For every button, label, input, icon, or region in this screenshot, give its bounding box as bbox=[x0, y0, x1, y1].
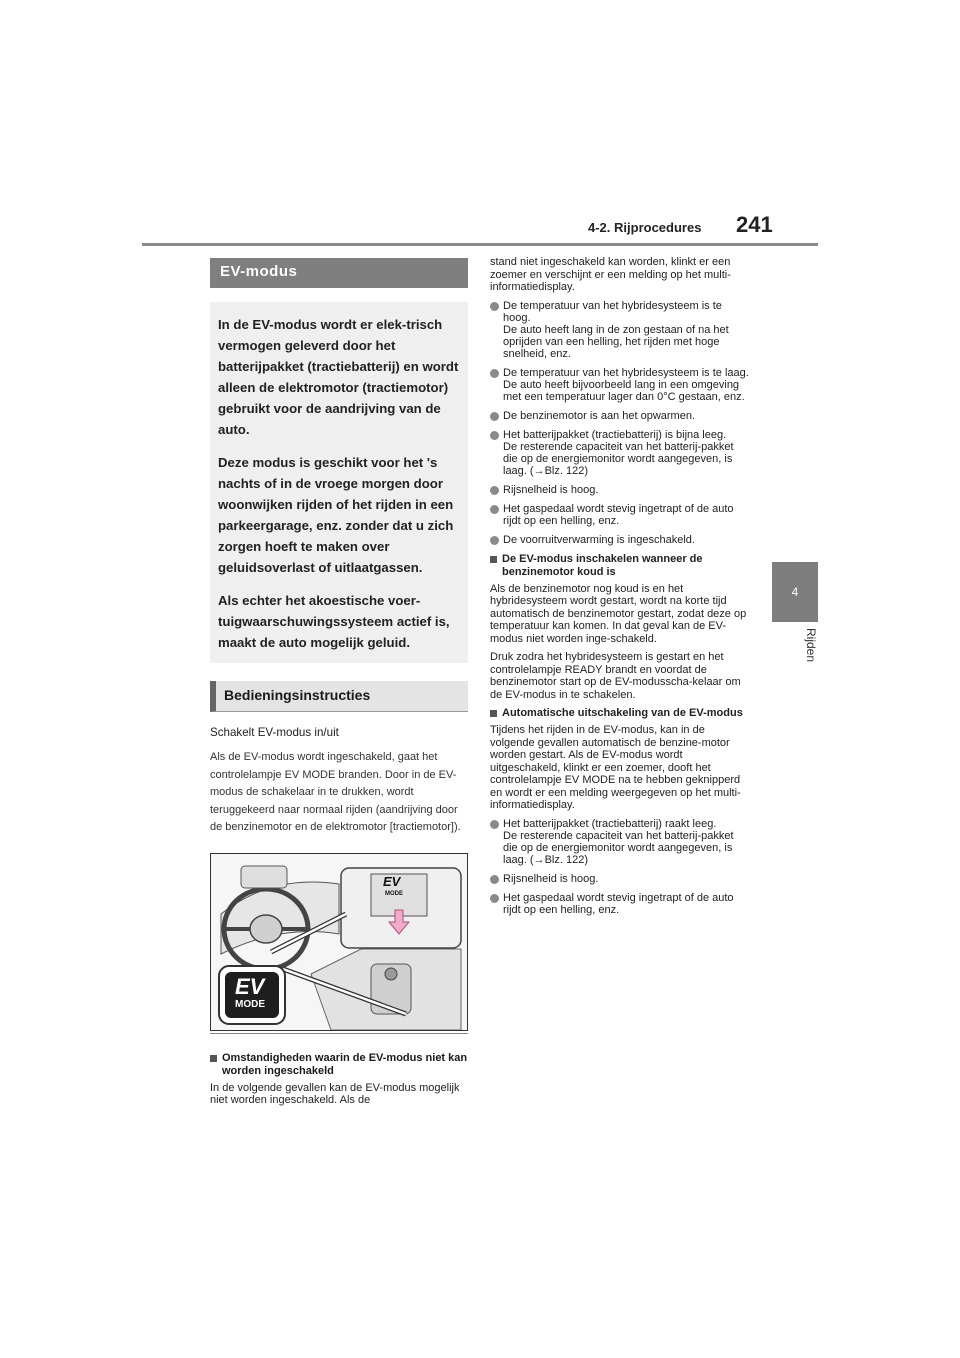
circle-bullet-icon bbox=[490, 302, 499, 311]
square-bullet-icon bbox=[490, 556, 497, 563]
list-item bbox=[490, 818, 750, 866]
right-column bbox=[490, 256, 750, 923]
circle-bullet-icon bbox=[490, 369, 499, 378]
cannot-activate-heading bbox=[210, 1052, 468, 1078]
cannot-activate-text: In de volgende gevallen kan de EV-modus mogelijk niet worden ingeschakeld. Als de bbox=[210, 1081, 460, 1106]
list-item-text: Het batterijpakket (tractiebatterij) raakt leeg. De resterende capaciteit van het batterij-pakket die op de energiemonitor wordt aangegeven, is laag. (→Blz. 122) bbox=[503, 817, 734, 866]
heading-text: De EV-modus inschakelen wanneer de benzinemotor koud is bbox=[502, 552, 703, 578]
subsection-title: Bedieningsinstructies bbox=[210, 681, 468, 712]
circle-bullet-icon bbox=[490, 486, 499, 495]
list-item-text: Rijsnelheid is hoog. bbox=[503, 872, 599, 885]
page-number: 241 bbox=[736, 212, 773, 237]
list-item bbox=[490, 484, 750, 496]
circle-bullet-icon bbox=[490, 875, 499, 884]
list-item bbox=[490, 300, 750, 360]
circle-bullet-icon bbox=[490, 431, 499, 440]
intro-box bbox=[210, 302, 468, 663]
circle-bullet-icon bbox=[490, 894, 499, 903]
list-item bbox=[490, 367, 750, 403]
section-label: 4-2. Rijprocedures bbox=[588, 220, 702, 235]
list-item-text: De benzinemotor is aan het opwarmen. bbox=[503, 409, 695, 422]
list-item-text: Het batterijpakket (tractiebatterij) is bijna leeg. De resterende capaciteit van het batterij-pakket die op de energiemonitor wordt aangegeven, is laag. (→Blz. 122) bbox=[503, 428, 734, 477]
continued-text: stand niet ingeschakeld kan worden, klinkt er een zoemer en verschijnt er een melding op het multi-informatiedisplay. bbox=[490, 256, 731, 293]
cold-engine-heading bbox=[490, 553, 750, 579]
chapter-tab: 4 bbox=[772, 562, 818, 622]
heading-text: Omstandigheden waarin de EV-modus niet kan worden ingeschakeld bbox=[222, 1051, 468, 1077]
list-item bbox=[490, 892, 750, 916]
list-item bbox=[490, 534, 750, 546]
intro-paragraph: Als echter het akoestische voer-tuigwaarschuwingssysteem actief is, maakt de auto mogelijk geluid. bbox=[218, 593, 450, 650]
intro-paragraph: Deze modus is geschikt voor het 's nachts of in de vroege morgen door woonwijken rijden of het rijden in een parkeergarage, enz. zonder dat u zich zorgen hoeft te maken over geluidsoverlast of uitlaatgassen. bbox=[218, 455, 454, 575]
circle-bullet-icon bbox=[490, 505, 499, 514]
circle-bullet-icon bbox=[490, 412, 499, 421]
circle-bullet-icon bbox=[490, 820, 499, 829]
figure-rule bbox=[210, 1033, 468, 1034]
list-item bbox=[490, 873, 750, 885]
list-item bbox=[490, 503, 750, 527]
ev-label-small: EV bbox=[383, 873, 401, 889]
left-column bbox=[210, 258, 468, 1107]
cold-engine-text: Als de benzinemotor nog koud is en het hybridesysteem wordt gestart, wordt na korte tijd automatisch de benzinemotor gestart, zodat deze op temperatuur kan komen. In dat geval kan de EV-modus niet worden inge-schakeld. bbox=[490, 582, 747, 645]
step-title: Schakelt EV-modus in/uit bbox=[210, 726, 339, 739]
circle-bullet-icon bbox=[490, 536, 499, 545]
square-bullet-icon bbox=[490, 710, 497, 717]
chapter-label: Rijden bbox=[804, 628, 818, 663]
auto-switch-off-text: Tijdens het rijden in de EV-modus, kan in de volgende gevallen automatisch de benzine-motor worden gestart. Als de EV-modus wordt uitgeschakeld, klinkt er een zoemer, dooft het controlelampje EV MODE na te hebben geknipperd en wordt er een melding weergegeven op het multi-informatiedisplay. bbox=[490, 724, 741, 811]
list-item-text: Het gaspedaal wordt stevig ingetrapt of de auto rijdt op een helling, enz. bbox=[503, 502, 734, 527]
mode-label-small: MODE bbox=[385, 890, 403, 897]
header-rule bbox=[142, 243, 818, 246]
square-bullet-icon bbox=[210, 1055, 217, 1062]
list-item bbox=[490, 410, 750, 422]
heading-text: Automatische uitschakeling van de EV-modus bbox=[502, 707, 743, 719]
list-item-text: Rijsnelheid is hoog. bbox=[503, 483, 599, 496]
list-item-text: De temperatuur van het hybridesysteem is te hoog. De auto heeft lang in de zon gestaan of na het oprijden van een helling, het rijden met hoge snelheid, enz. bbox=[503, 299, 729, 360]
auto-switch-off-heading bbox=[490, 707, 750, 720]
step-description: Als de EV-modus wordt ingeschakeld, gaat het controlelampje EV MODE branden. Door in de EV-modus de schakelaar in te drukken, wordt teruggekeerd naar normaal rijden (aandrijving door de benzinemotor en de elektromotor [tractiemotor]). bbox=[210, 751, 461, 833]
section-title: EV-modus bbox=[210, 258, 468, 288]
intro-paragraph: In de EV-modus wordt er elek-trisch vermogen geleverd door het batterijpakket (tractiebatterij) en wordt alleen de elektromotor (tractiemotor) gebruikt voor de aandrijving van de auto. bbox=[218, 317, 459, 437]
list-item bbox=[490, 429, 750, 477]
list-item-text: Het gaspedaal wordt stevig ingetrapt of de auto rijdt op een helling, enz. bbox=[503, 891, 734, 916]
dashboard-illustration bbox=[210, 853, 468, 1031]
cold-engine-text: Druk zodra het hybridesysteem is gestart en het controlelampje READY brandt en voordat de benzinemotor start op de EV-modusscha-kelaar om de EV-modus in te schakelen. bbox=[490, 651, 741, 701]
ev-label-large: EV bbox=[235, 973, 265, 999]
list-item-text: De temperatuur van het hybridesysteem is te laag. De auto heeft bijvoorbeeld lang in een omgeving met een temperatuur lager dan 0°C gestaan, enz. bbox=[503, 366, 749, 403]
mode-label-large: MODE bbox=[235, 998, 265, 1010]
list-item-text: De voorruitverwarming is ingeschakeld. bbox=[503, 533, 695, 546]
